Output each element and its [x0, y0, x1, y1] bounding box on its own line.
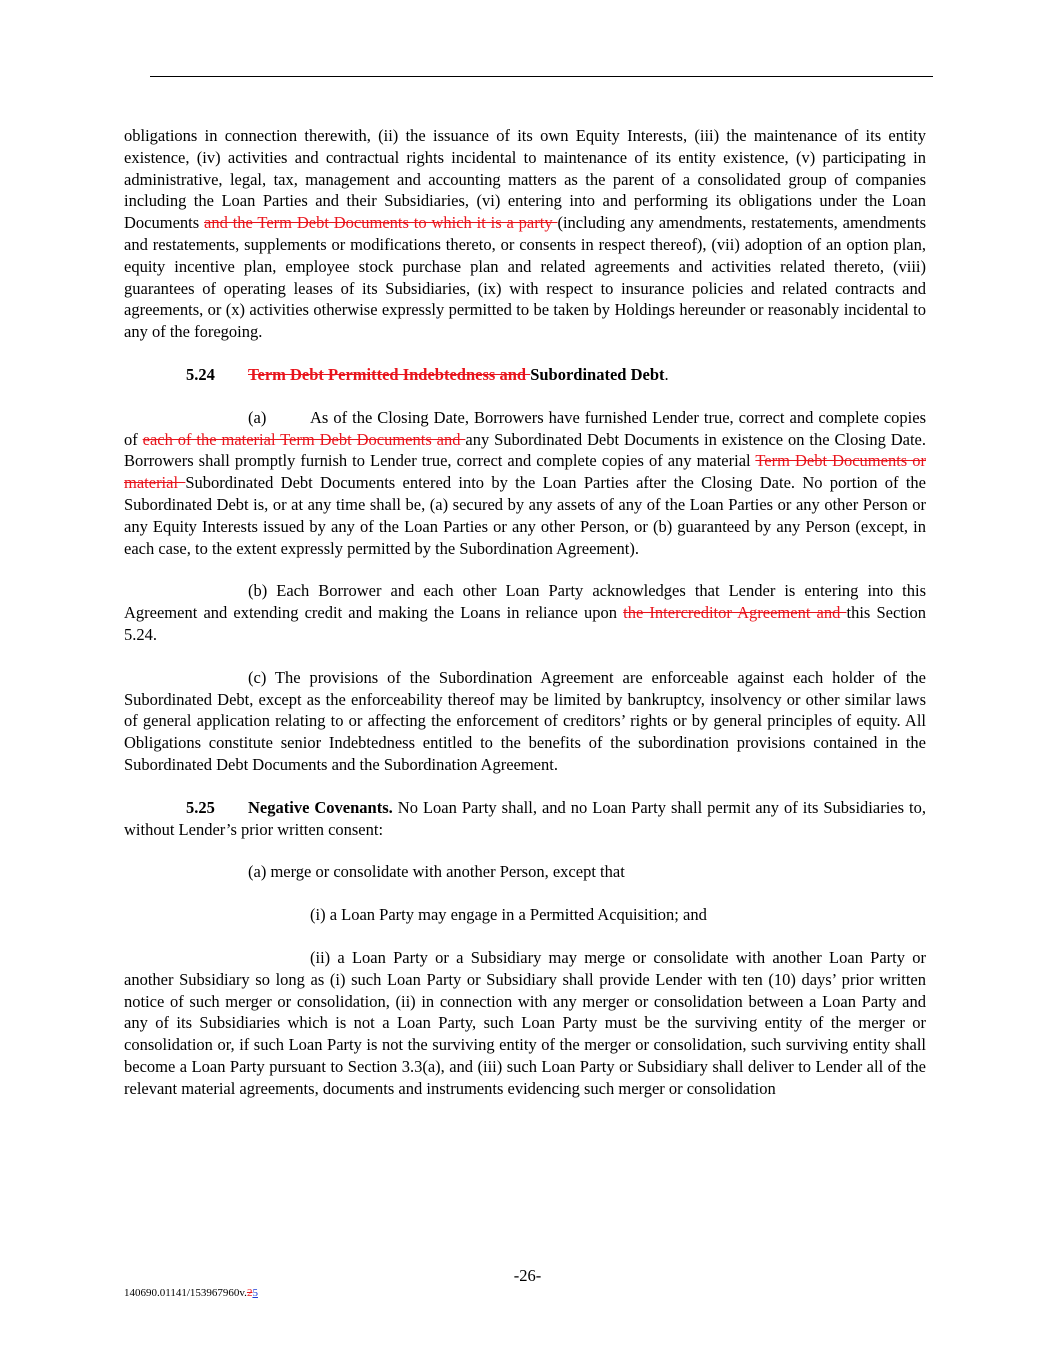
text-run: (i) a Loan Party may engage in a Permitted Acquisition; and	[310, 905, 707, 925]
section-number: 5.24	[186, 364, 215, 384]
section-title: Negative Covenants.	[248, 797, 393, 817]
deleted-text: Term Debt Documents or material	[124, 451, 926, 493]
deleted-text: and the Term Debt Documents to which it is a party	[204, 213, 558, 233]
text-run: As of the Closing Date, Borrowers have furnished Lender true, correct and complete copies of	[124, 407, 926, 449]
inserted-version: 5	[252, 1287, 258, 1299]
section-5-25	[124, 797, 926, 841]
header-rule	[150, 76, 933, 77]
section-5-24-a	[124, 407, 926, 560]
text-run: .	[664, 364, 669, 384]
text-run: any Subordinated Debt Documents in existence on the Closing Date. Borrowers shall promptly furnish to Lender true, correct and complete copies of any material	[124, 429, 927, 471]
text-run: obligations in connection therewith, (ii) the issuance of its own Equity Interests, (iii) the maintenance of its entity existence, (iv) activities and contractual rights incidental to maintenance of its entity existence, (v) participating in administrative, legal, tax, management and accounting matters as the parent of a consolidated group of companies including the Loan Parties and their Subsidiaries, (vi) entering into and performing its obligations under the Loan Documents	[124, 126, 926, 233]
deleted-text: each of the material Term Debt Documents and	[142, 429, 466, 449]
section-5-25-a	[124, 861, 926, 883]
doc-id-text: 140690.01141/153967960v.	[124, 1287, 247, 1299]
document-id	[124, 1287, 258, 1299]
clause-label: (a)	[248, 407, 267, 427]
text-run: No Loan Party shall, and no Loan Party shall permit any of its Subsidiaries to, without Lender’s prior written consent:	[124, 797, 926, 839]
section-number: 5.25	[186, 797, 215, 817]
page-number: -26-	[513, 1266, 542, 1285]
section-title: Subordinated Debt	[530, 364, 665, 384]
text-run: (ii) a Loan Party or a Subsidiary may merge or consolidate with another Loan Party or another Subsidiary so long as (i) such Loan Party or Subsidiary shall provide Lender with ten (10) days’ prior written notice of such merger or consolidation, (ii) in connection with any merger or consolidation between a Loan Party and any of its Subsidiaries which is not a Loan Party, such Loan Party must be the surviving entity of the merger or consolidation or, if such Loan Party is not the surviving entity of the merger or consolidation, such surviving entity shall become a Loan Party pursuant to Section 3.3(a), and (iii) such Loan Party or Subsidiary shall deliver to Lender all of the relevant material agreements, documents and instruments evidencing such merger or consolidation	[124, 947, 926, 1098]
text-run: (c) The provisions of the Subordination Agreement are enforceable against each holder of the Subordinated Debt, except as the enforceability thereof may be limited by bankruptcy, insolvency or other similar laws of general application relating to or affecting the enforcement of creditors’ rights or by general principles of equity. All Obligations constitute senior Indebtedness entitled to the benefits of the subordination provisions contained in the Subordinated Debt Documents and the Subordination Agreement.	[124, 667, 926, 774]
text-run: this Section 5.24.	[124, 603, 926, 644]
section-5-24-b	[124, 580, 926, 645]
text-run: (including any amendments, restatements, amendments and restatements, supplements or modifications thereto, or consents in respect thereof), (vii) adoption of an option plan, equity incentive plan, employee stock purchase plan and related agreements and activities related thereto, (viii) guarantees of operating leases of its Subsidiaries, (ix) with respect to insurance policies and related contracts and agreements, or (x) activities otherwise expressly permitted to be taken by Holdings hereunder or reasonably incidental to any of the foregoing.	[124, 213, 927, 342]
section-5-24-heading	[124, 364, 926, 386]
document-body	[124, 125, 926, 1120]
text-run: (a) merge or consolidate with another Person, except that	[248, 862, 625, 882]
paragraph-holdings-activities	[124, 125, 926, 343]
section-5-25-a-i	[124, 904, 926, 926]
deleted-text: Term Debt Permitted Indebtedness and	[248, 364, 531, 384]
deleted-version: 2	[246, 1287, 253, 1299]
text-run: Subordinated Debt Documents entered into by the Loan Parties after the Closing Date. No portion of the Subordinated Debt is, or at any time shall be, (a) secured by any assets of any of the Loan Parties or any other Person or any Equity Interests issued by any of the Loan Parties or any other Person, or (b) guaranteed by any Person (except, in each case, to the extent expressly permitted by the Subordination Agreement).	[124, 473, 926, 558]
section-5-25-a-ii	[124, 947, 926, 1100]
section-5-24-c	[124, 667, 926, 776]
text-run: (b) Each Borrower and each other Loan Party acknowledges that Lender is entering into this Agreement and extending credit and making the Loans in reliance upon	[124, 581, 926, 623]
deleted-text: the Intercreditor Agreement and	[623, 603, 847, 623]
